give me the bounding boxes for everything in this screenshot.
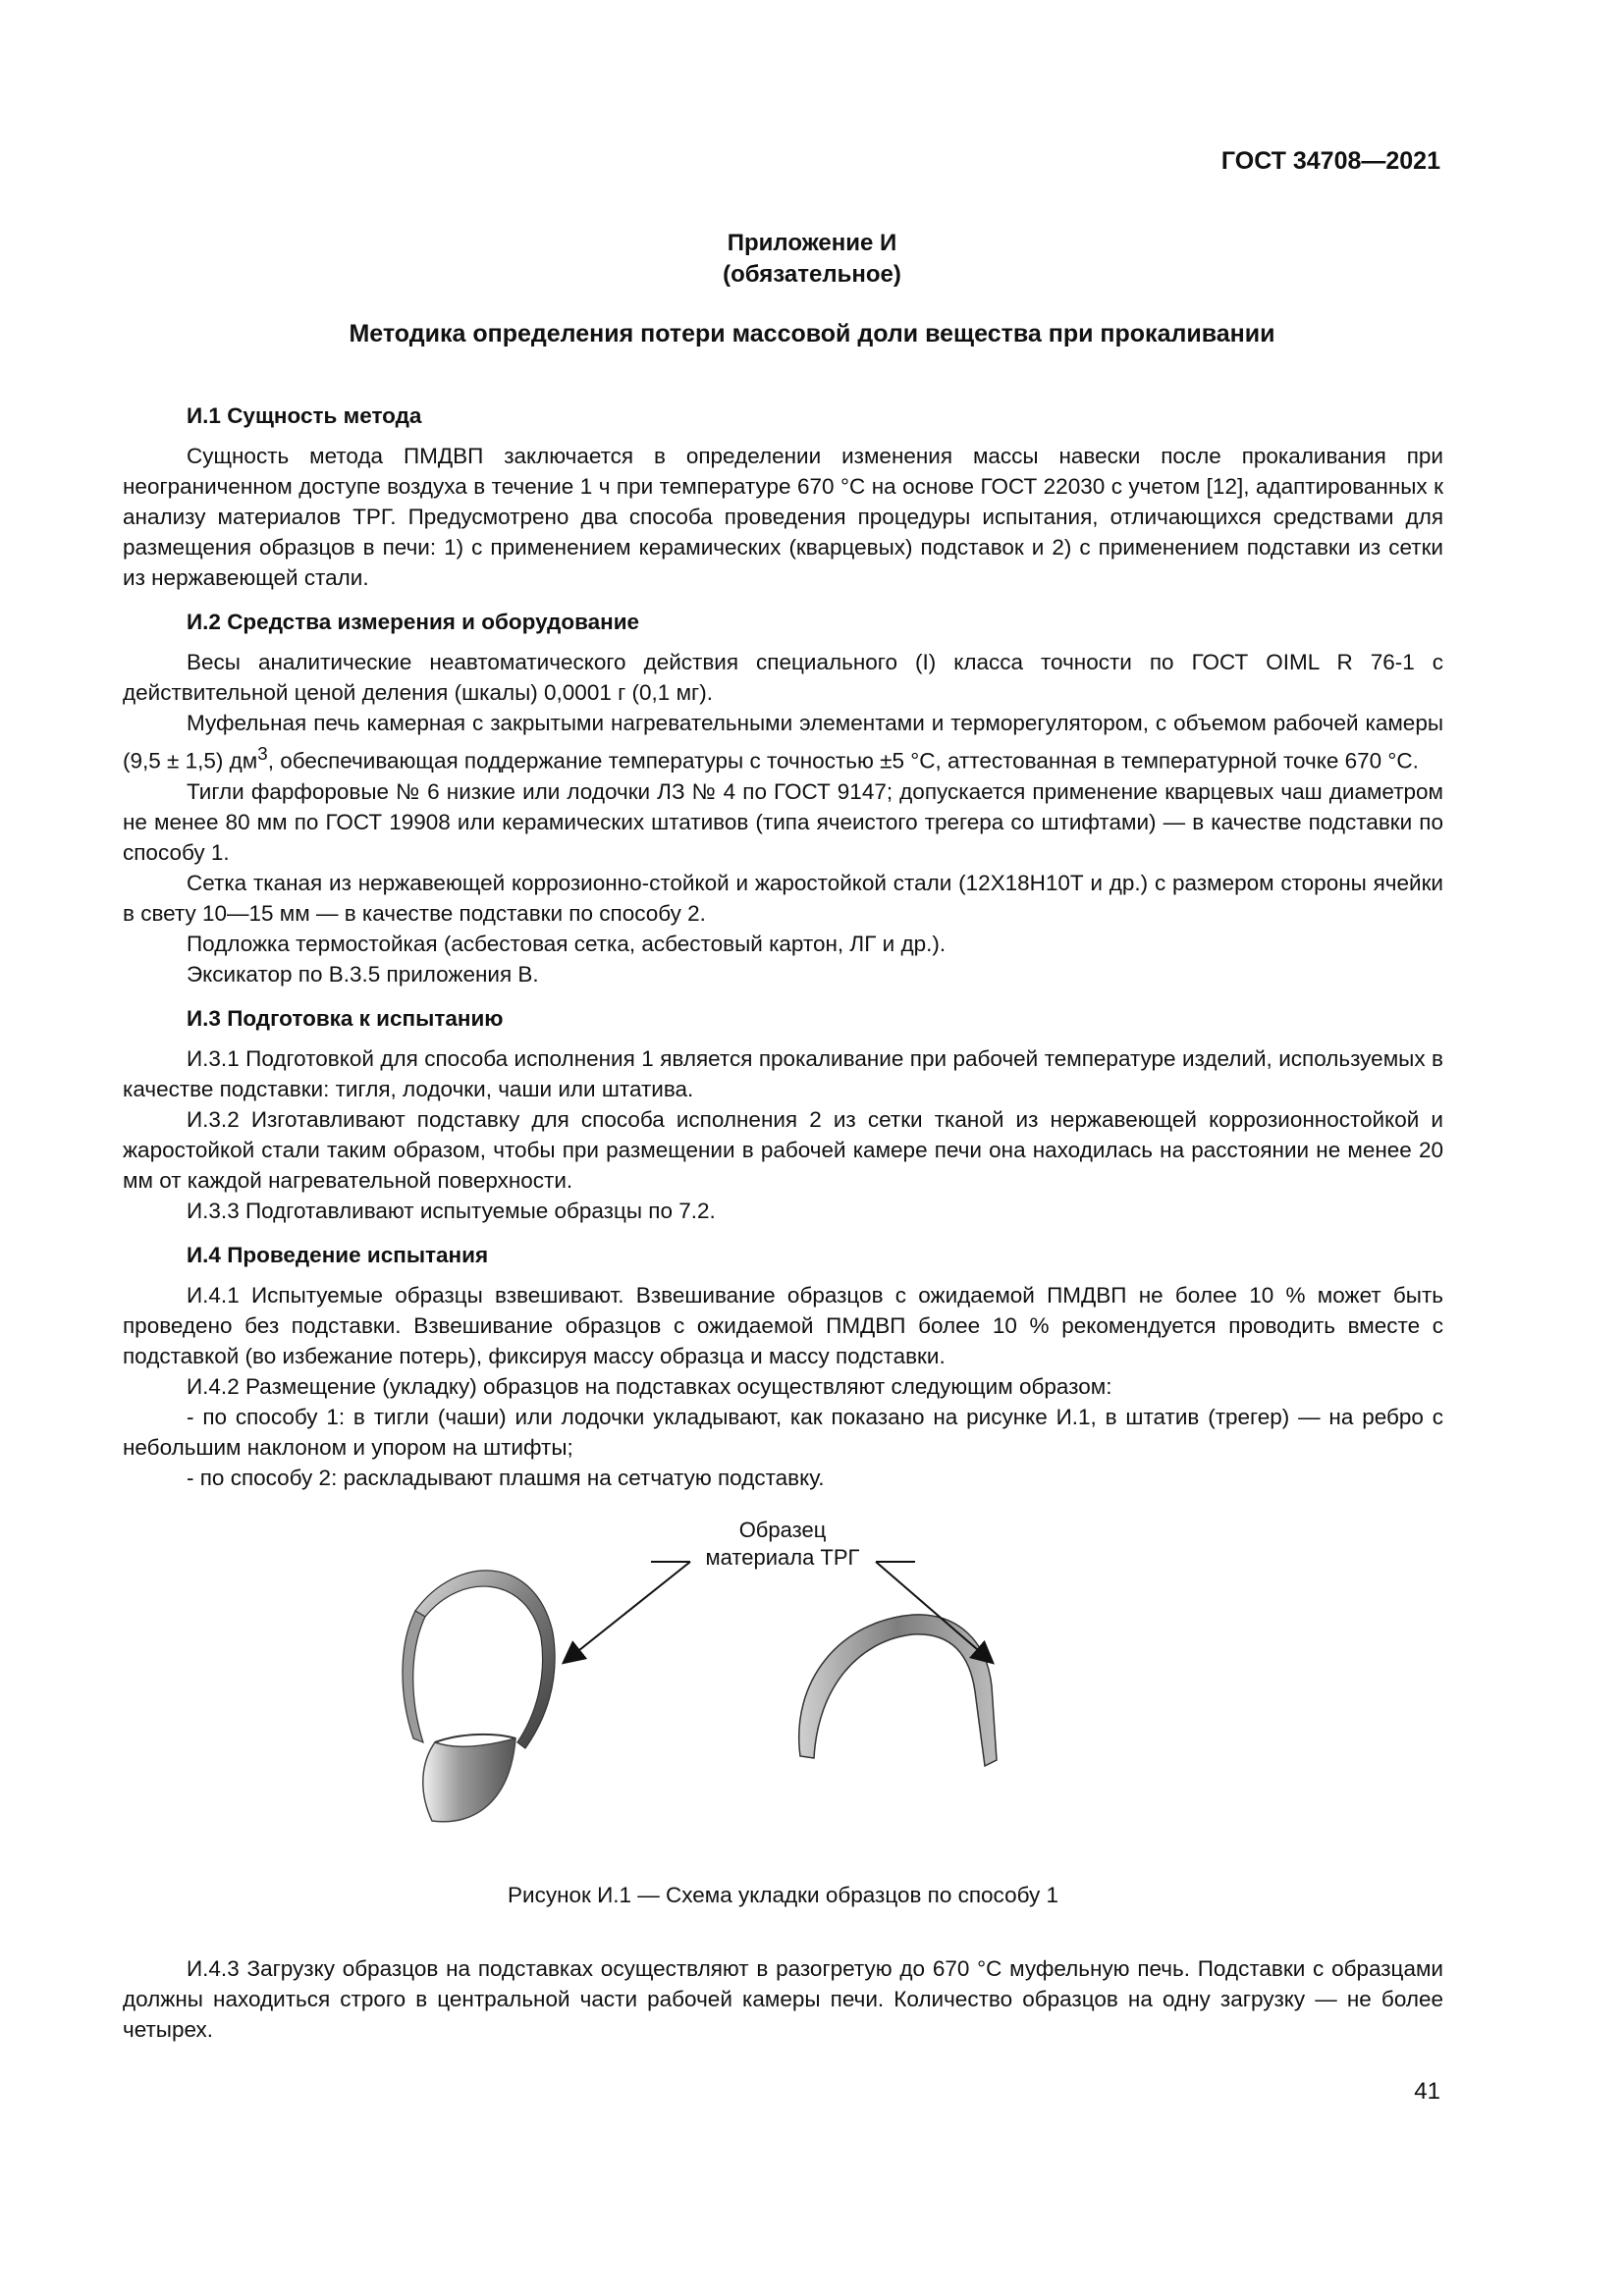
figure-i1 [123, 1515, 1443, 1868]
paragraph: Сущность метода ПМДВП заключается в определении изменения массы навески после прокаливания при неограниченном доступе воздуха в течение 1 ч при температуре 670 °С на основе ГОСТ 22030 с учетом [12], адаптированных к анализу материалов ТРГ. Предусмотрено два способа проведения процедуры испытания, отличающихся средствами для размещения образцов в печи: 1) с применением керамических (кварцевых) подставок и 2) с применением подставки из сетки из нержавеющей стали. [123, 444, 1443, 590]
main-title: Методика определения потери массовой доли вещества при прокаливании [349, 320, 1275, 347]
appendix-title: Приложение И [727, 230, 897, 256]
figure-caption: Рисунок И.1 — Схема укладки образцов по способу 1 [508, 1882, 1058, 1907]
text-span: , обеспечивающая поддержание температуры с точностью ±5 °С, аттестованная в температурной точке 670 °С. [267, 748, 1419, 774]
content [123, 400, 1443, 2045]
paragraph: И.3.2 Изготавливают подставку для способа исполнения 2 из сетки тканой из нержавеющей коррозионностойкой и жаростойкой стали таким образом, чтобы при размещении в рабочей камере печи она находилась на расстоянии не менее 20 мм от каждой нагревательной поверхности. [123, 1106, 1443, 1193]
figure-label-line1: Образец [738, 1517, 827, 1542]
paragraph: И.4.2 Размещение (укладку) образцов на подставках осуществляют следующим образом: [187, 1373, 1112, 1399]
paragraph [123, 708, 1443, 776]
superscript: 3 [257, 743, 268, 764]
arrow-left [565, 1562, 690, 1662]
text-span: Муфельная печь камерная с закрытыми нагревательными элементами и терморегулятором, с объемом рабочей камеры (9,5 ± 1,5) дм [123, 711, 1443, 774]
paragraph: И.3.3 Подготавливают испытуемые образцы по 7.2. [187, 1198, 716, 1223]
page-number: 41 [1414, 2078, 1440, 2105]
paragraph: - по способу 1: в тигли (чаши) или лодочки укладывают, как показано на рисунке И.1, в штатив (трегер) — на ребро с небольшим наклоном и упором на штифты; [123, 1404, 1443, 1460]
paragraph: И.4.1 Испытуемые образцы взвешивают. Взвешивание образцов с ожидаемой ПМДВП не более 10 % может быть проведено без подставки. Взвешивание образцов с ожидаемой ПМДВП более 10 % рекомендуется проводить вместе с подставкой (во избежание потерь), фиксируя массу образца и массу подставки. [123, 1282, 1443, 1368]
paragraph: Весы аналитические неавтоматического действия специального (I) класса точности по ГОСТ OIML R 76-1 с действительной ценой деления (шкалы) 0,0001 г (0,1 мг). [123, 650, 1443, 705]
section-heading-3: И.3 Подготовка к испытанию [187, 1005, 504, 1031]
section-heading-2: И.2 Средства измерения и оборудование [187, 610, 640, 634]
figure-label-line2: материала ТРГ [705, 1544, 860, 1570]
paragraph: И.4.3 Загрузку образцов на подставках осуществляют в разогретую до 670 °С муфельную печь. Подставки с образцами должны находиться строго в центральной части рабочей камеры печи. Количество образцов на одну загрузку — не более четырех. [123, 1955, 1443, 2042]
section-heading-4: И.4 Проведение испытания [187, 1242, 489, 1267]
paragraph: Сетка тканая из нержавеющей коррозионно-стойкой и жаростойкой стали (12Х18Н10Т и др.) с размером стороны ячейки в свету 10—15 мм — в качестве подставки по способу 2. [123, 870, 1443, 926]
paragraph: Эксикатор по В.3.5 приложения В. [187, 961, 539, 987]
sample-in-crucible [403, 1570, 555, 1821]
paragraph: И.3.1 Подготовкой для способа исполнения 1 является прокаливание при рабочей температуре изделий, используемых в качестве подставки: тигля, лодочки, чаши или штатива. [123, 1045, 1443, 1101]
paragraph: - по способу 2: раскладывают плашмя на сетчатую подставку. [187, 1465, 825, 1490]
paragraph: Подложка термостойкая (асбестовая сетка, асбестовый картон, ЛГ и др.). [187, 931, 947, 956]
section-heading-1: И.1 Сущность метода [187, 403, 422, 428]
flat-sample [799, 1614, 997, 1765]
figure-label [655, 1517, 910, 1572]
paragraph: Тигли фарфоровые № 6 низкие или лодочки ЛЗ № 4 по ГОСТ 9147; допускается применение кварцевых чаш диаметром не менее 80 мм по ГОСТ 19908 или керамических штативов (типа ячеистого трегера со штифтами) — в качестве подставки по способу 1. [123, 778, 1443, 865]
appendix-heading [0, 228, 1624, 291]
arrow-right [876, 1562, 992, 1662]
document-number: ГОСТ 34708—2021 [1220, 147, 1440, 175]
appendix-status: (обязательное) [723, 261, 901, 288]
